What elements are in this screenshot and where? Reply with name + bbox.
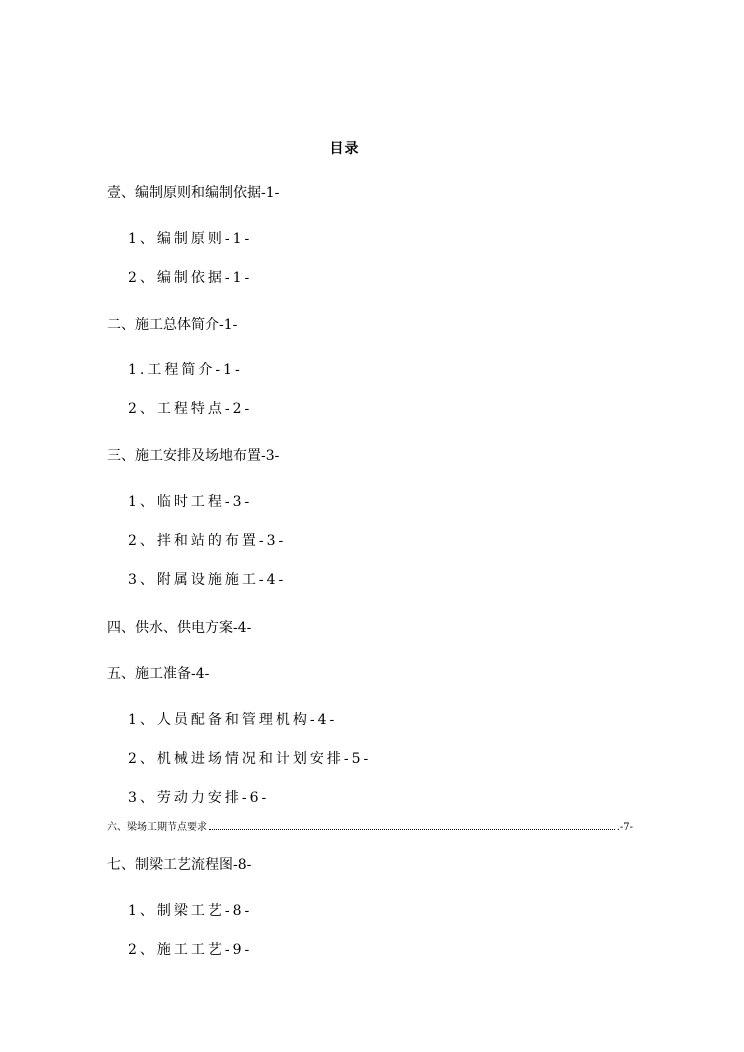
toc-entry-level2[interactable]: 1.工程简介-1- — [128, 362, 243, 378]
toc-entry-level2[interactable]: 2、拌和站的布置-3- — [128, 533, 287, 549]
toc-entry-level2[interactable]: 1、人员配备和管理机构-4- — [128, 712, 338, 728]
toc-entry-page: .-7- — [616, 822, 633, 833]
toc-entry-level1[interactable]: 壹、编制原则和编制依据-1- — [107, 185, 280, 201]
toc-entry-level1[interactable]: 七、制梁工艺流程图-8- — [107, 857, 252, 873]
toc-entry-level2[interactable]: 2、机械进场情况和计划安排-5- — [128, 751, 372, 767]
toc-entry-dotted[interactable] — [107, 821, 633, 835]
toc-entry-level2[interactable]: 1、临时工程-3- — [128, 494, 253, 510]
dot-leader — [209, 828, 615, 830]
toc-entry-level2[interactable]: 1、编制原则-1- — [128, 231, 253, 247]
toc-entry-level2[interactable]: 1、制梁工艺-8- — [128, 903, 253, 919]
page-title: 目录 — [329, 141, 360, 157]
toc-entry-level1[interactable]: 五、施工准备-4- — [107, 666, 210, 682]
toc-entry-level2[interactable]: 2、编制依据-1- — [128, 270, 253, 286]
toc-entry-level1[interactable]: 二、施工总体简介-1- — [107, 317, 238, 333]
toc-entry-level2[interactable]: 2、工程特点-2- — [128, 401, 253, 417]
toc-entry-level2[interactable]: 2、施工工艺-9- — [128, 942, 253, 958]
toc-entry-level1[interactable]: 四、供水、供电方案-4- — [107, 620, 252, 636]
toc-entry-label: 六、梁场工期节点要求 — [107, 822, 207, 833]
toc-entry-level2[interactable]: 3、附属设施施工-4- — [128, 572, 287, 588]
toc-entry-level1[interactable]: 三、施工安排及场地布置-3- — [107, 448, 280, 464]
toc-entry-level2[interactable]: 3、劳动力安排-6- — [128, 790, 270, 806]
